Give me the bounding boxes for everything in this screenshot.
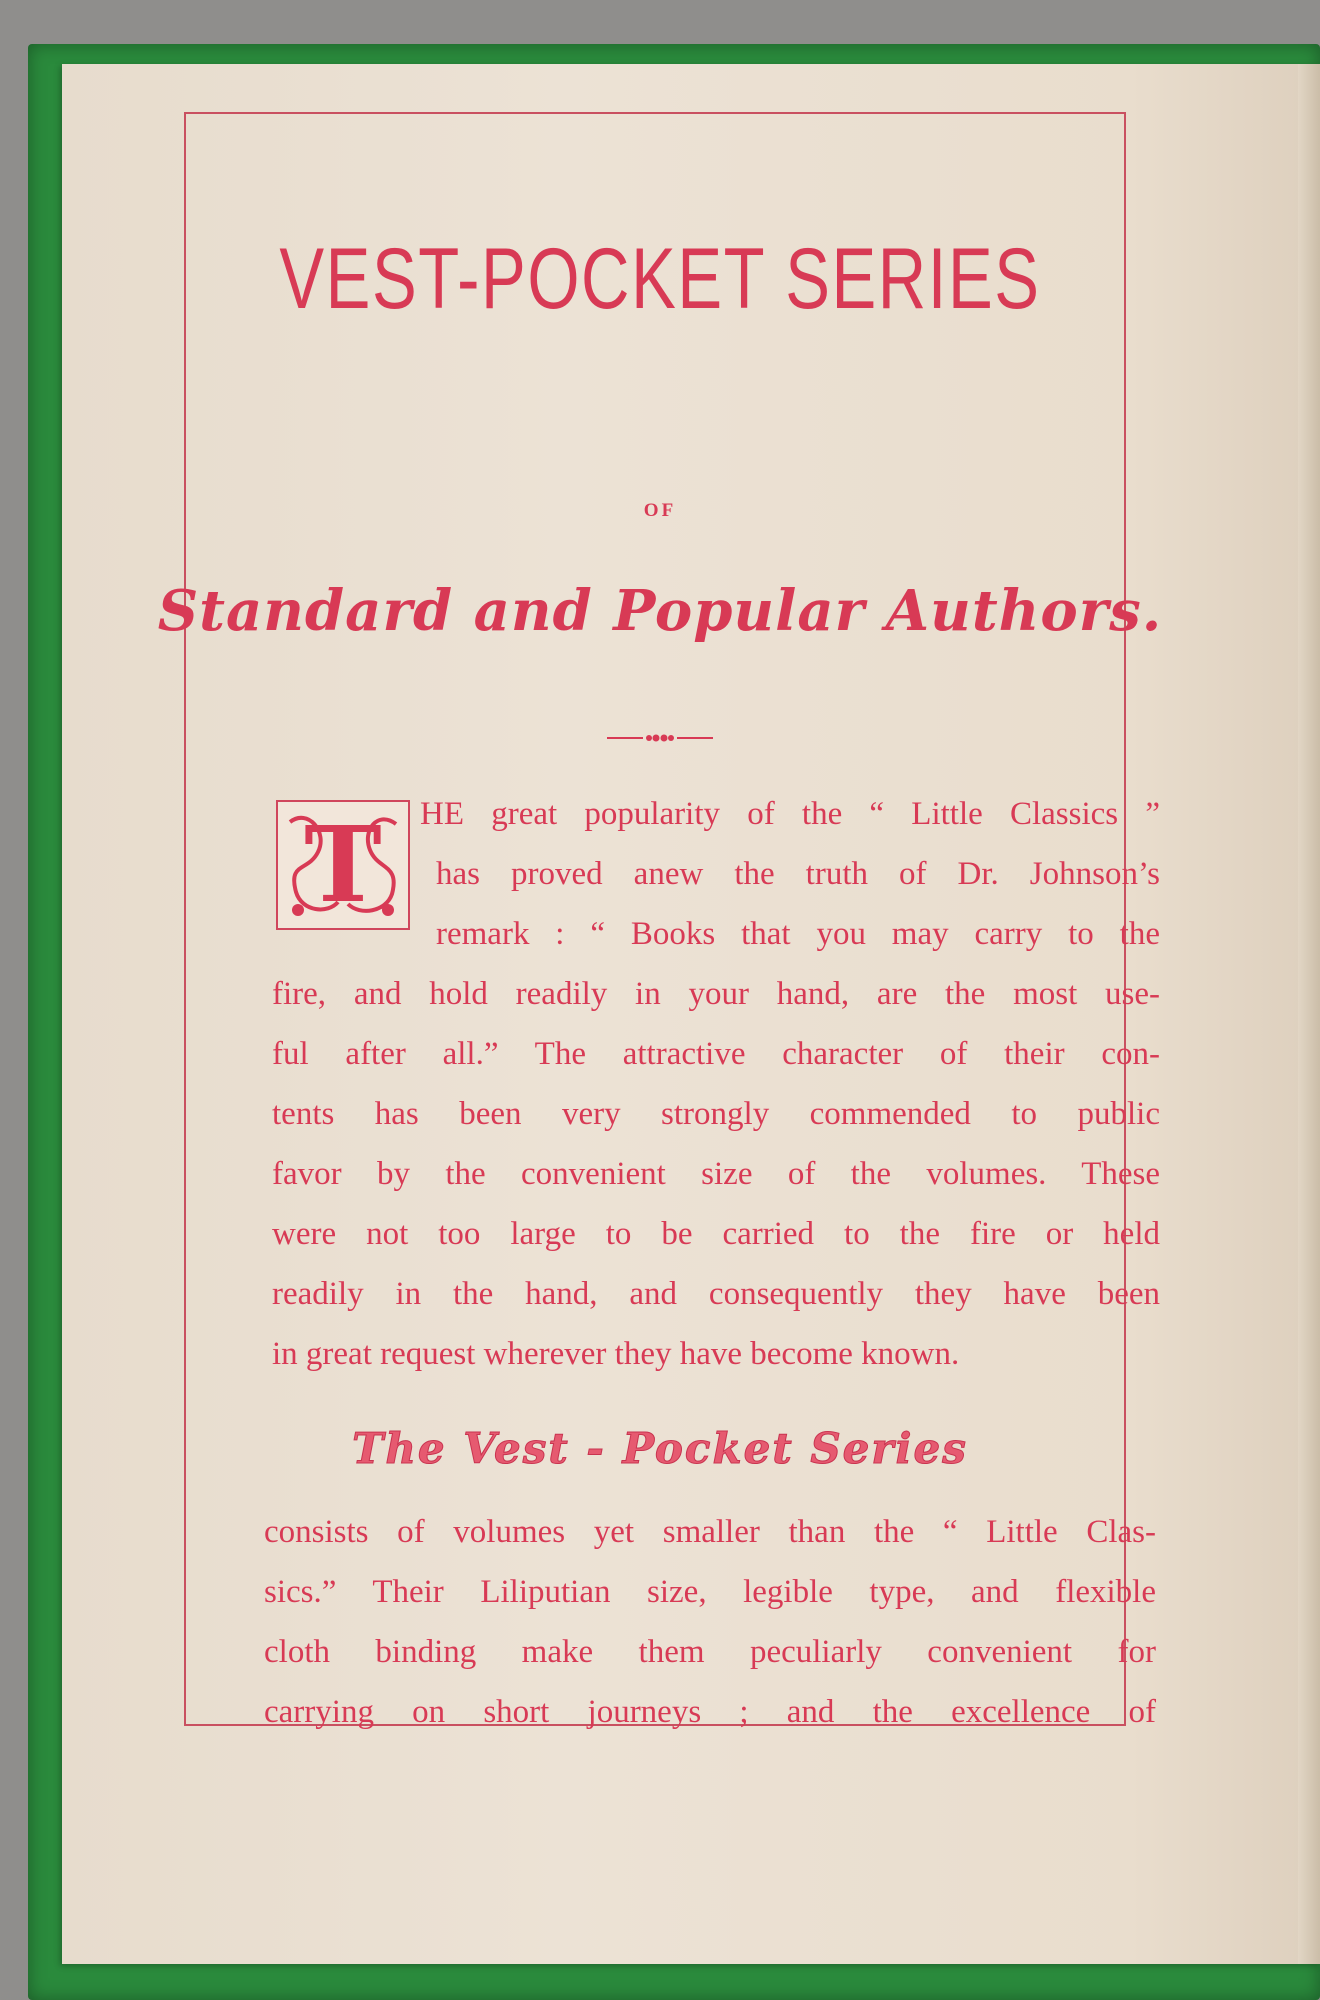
title-connector: OF bbox=[643, 500, 677, 521]
paragraph-line: HE great popularity of the “ Little Classics ” bbox=[420, 796, 1160, 832]
drop-cap bbox=[276, 800, 410, 930]
page-subtitle: Standard and Popular Authors. bbox=[157, 578, 1163, 644]
paragraph-line: tents has been very strongly commended to public bbox=[272, 1096, 1160, 1132]
paragraph-line: sics.” Their Liliputian size, legible type, and flexible bbox=[264, 1574, 1156, 1610]
paragraph-line: favor by the convenient size of the volumes. These bbox=[272, 1156, 1160, 1192]
paragraph-line: were not too large to be carried to the fire or held bbox=[272, 1216, 1160, 1252]
ornament-divider-icon bbox=[605, 730, 715, 746]
paragraph-line: fire, and hold readily in your hand, are the most use- bbox=[272, 976, 1160, 1012]
paragraph-line: in great request wherever they have become known. bbox=[272, 1336, 960, 1372]
drop-cap-letter: T bbox=[304, 803, 382, 926]
paragraph-line: has proved anew the truth of Dr. Johnson’s bbox=[436, 856, 1160, 892]
paragraph-line: readily in the hand, and consequently they have been bbox=[272, 1276, 1160, 1312]
paragraph-line: remark : “ Books that you may carry to the bbox=[436, 916, 1160, 952]
page-title: VEST-POCKET SERIES bbox=[279, 231, 1041, 327]
section-heading: The Vest - Pocket Series bbox=[352, 1424, 968, 1473]
paragraph-line: consists of volumes yet smaller than the “ Little Clas- bbox=[264, 1514, 1156, 1550]
paragraph-line: cloth binding make them peculiarly convenient for bbox=[264, 1634, 1156, 1670]
page-edge bbox=[1298, 64, 1320, 1964]
paragraph-line: ful after all.” The attractive character of their con- bbox=[272, 1036, 1160, 1072]
paragraph-line: carrying on short journeys ; and the excellence of bbox=[264, 1694, 1156, 1730]
